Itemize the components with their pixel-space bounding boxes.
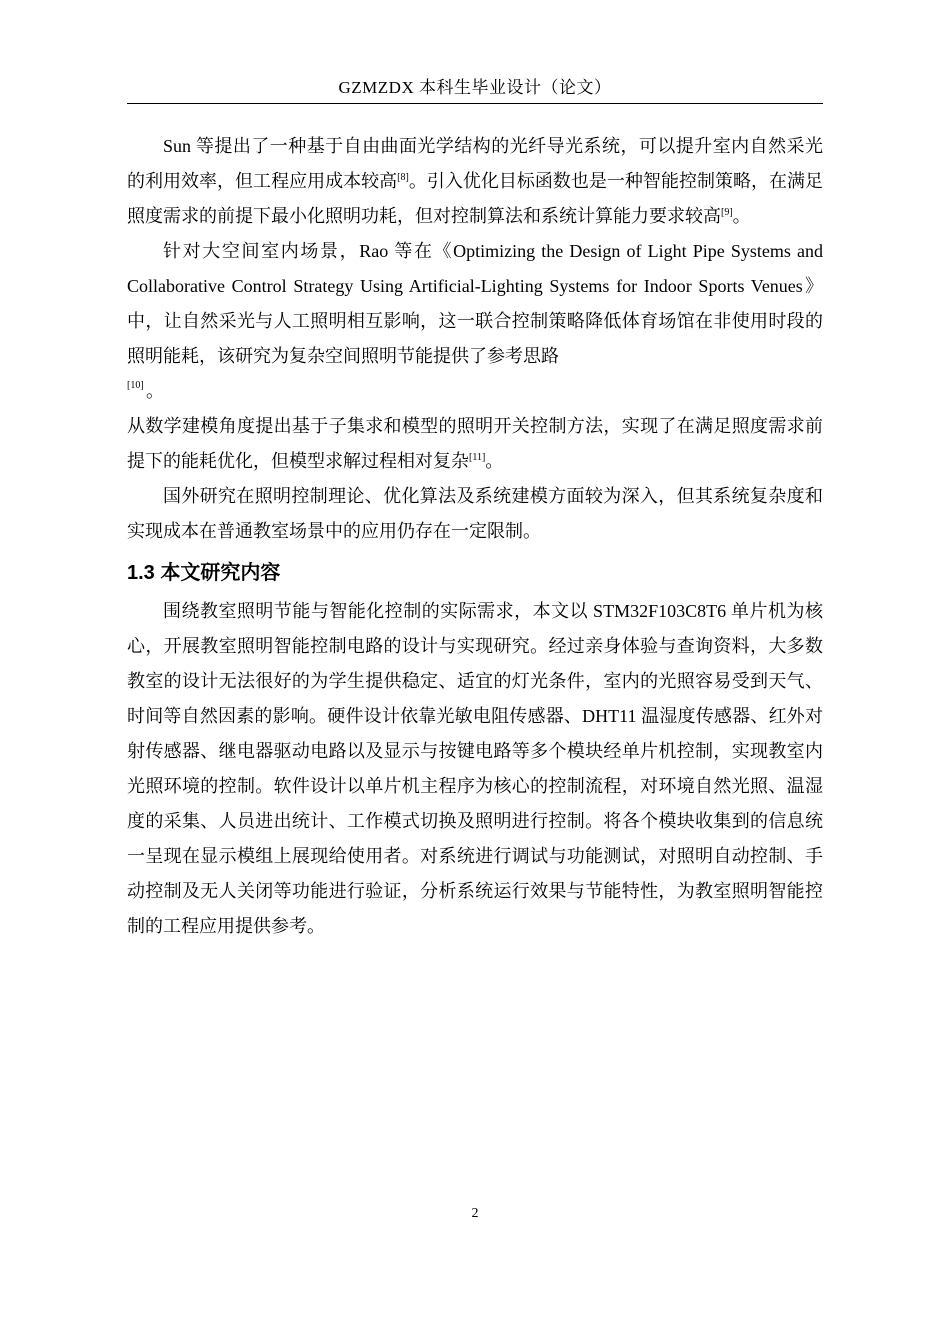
paragraph-text: Sun 等提出了一种基于自由曲面光学结构的光纤导光系统，可以提升室内自然采光的利用效率，但工程应用成本较高 (127, 136, 823, 191)
page-number: 2 (471, 1206, 479, 1221)
paragraph-rao-research (127, 234, 823, 374)
citation-line: [10] 。 (127, 374, 823, 409)
page-header-title: GZMZDX 本科生毕业设计（论文） (338, 78, 612, 97)
citation-8: [8] (397, 172, 409, 183)
paragraph-end: 。 (485, 451, 504, 471)
header-divider (127, 103, 823, 104)
paragraph-foreign-summary (127, 479, 823, 549)
paragraph-text: 针对大空间室内场景，Rao 等在《Optimizing the Design of Light Pipe Systems and Collaborative Control Strategy Using Artificial-Lighting Systems for Indoor Sports Venues》中，让自然采光与人工照明相互影响，这一联合控制策略降低体育场馆在非使用时段的照明能耗，该研究为复杂空间照明节能提供了参考思路 (127, 241, 823, 366)
citation-11: [11] (469, 452, 486, 463)
paragraph-subset-sum (127, 409, 823, 479)
paragraph-end: 。 (146, 381, 164, 401)
paragraph-text: 从数学建模角度提出基于子集求和模型的照明开关控制方法，实现了在满足照度需求前提下的能耗优化，但模型求解过程相对复杂 (127, 416, 823, 471)
citation-9: [9] (721, 207, 733, 218)
paragraph-research-content (127, 594, 823, 944)
paragraph-sun-research (127, 129, 823, 234)
paragraph-end: 。 (732, 206, 751, 226)
paragraph-text: 国外研究在照明控制理论、优化算法及系统建模方面较为深入，但其系统复杂度和实现成本在普通教室场景中的应用仍存在一定限制。 (127, 486, 823, 541)
paragraph-text: 围绕教室照明节能与智能化控制的实际需求，本文以 STM32F103C8T6 单片机为核心，开展教室照明智能控制电路的设计与实现研究。经过亲身体验与查询资料，大多数教室的设计无法很好的为学生提供稳定、适宜的灯光条件，室内的光照容易受到天气、时间等自然因素的影响。硬件设计依靠光敏电阻传感器、DHT11 温湿度传感器、红外对射传感器、继电器驱动电路以及显示与按键电路等多个模块经单片机控制，实现教室内光照环境的控制。软件设计以单片机主程序为核心的控制流程，对环境自然光照、温湿度的采集、人员进出统计、工作模式切换及照明进行控制。将各个模块收集到的信息统一呈现在显示模组上展现给使用者。对系统进行调试与功能测试，对照明自动控制、手动控制及无人关闭等功能进行验证，分析系统运行效果与节能特性，为教室照明智能控制的工程应用提供参考。 (127, 601, 823, 936)
paragraph-text: 。引入优化目标函数也是一种智能控制策略，在满足照度需求的前提下最小化照明功耗，但对控制算法和系统计算能力要求较高 (127, 171, 824, 226)
section-heading: 1.3 本文研究内容 (127, 562, 281, 584)
document-body (127, 129, 823, 944)
